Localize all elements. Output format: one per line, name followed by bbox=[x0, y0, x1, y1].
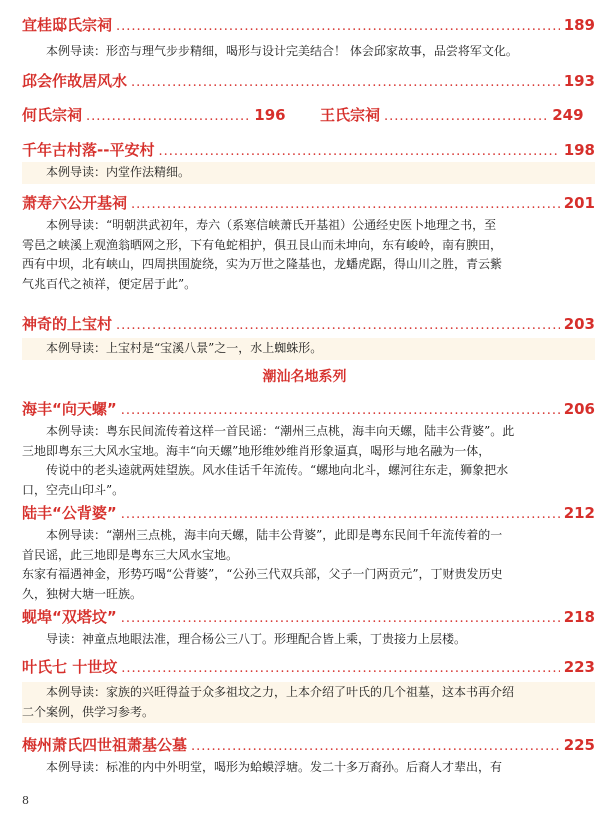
entry-title: 邱会作故居风水 bbox=[22, 72, 128, 90]
entry-title: 何氏宗祠 bbox=[22, 106, 83, 124]
entry-title: 海丰“向天螺” bbox=[22, 400, 117, 418]
toc-entry[interactable] bbox=[22, 104, 286, 125]
description-line: 传说中的老头逵就两娃望族。风水佳话千年流传。“螺地向北斗，螺河往东走，狮象把水 bbox=[46, 463, 509, 477]
description-line: 本例导读：标准的内中外明堂，喝形为蛤蟆浮塘。发二十多万裔孙。后裔人才辈出，有 bbox=[46, 760, 503, 774]
description-line: 久，独树大塘一旺族。 bbox=[22, 586, 143, 601]
entry-description bbox=[22, 216, 595, 294]
toc-entry[interactable] bbox=[22, 70, 595, 91]
description-line: 西有中坝，北有峡山，四周拱围旋绕，实为万世之隆基也，龙蟠虎踞，得山川之胜，青云紫 bbox=[22, 257, 503, 271]
entry-title: 千年古村落--平安村 bbox=[22, 141, 155, 159]
entry-page: 212 bbox=[563, 504, 595, 522]
section-title: 潮汕名地系列 bbox=[262, 369, 347, 385]
description-line: 本例导读：“潮州三点桃，海丰向天螺，陆丰公背婆”，此即是粤东民间千年流传着的一 bbox=[46, 528, 503, 542]
description-line: 二个案例，供学习参考。 bbox=[22, 704, 155, 719]
leader-dots bbox=[384, 109, 548, 124]
entry-title: 蚬埠“双塔坟” bbox=[22, 608, 117, 626]
entry-description bbox=[22, 526, 595, 604]
description-line: 本例导读：上宝村是“宝溪八景”之一，水上蜘蛛形。 bbox=[46, 341, 323, 355]
description-line: 本例导读：“明朝洪武初年，寿六（系寒信峡萧氏开基祖）公通经史医卜地理之书，至 bbox=[46, 218, 497, 232]
entry-page: 196 bbox=[254, 106, 286, 124]
entry-title: 萧寿六公开基祠 bbox=[22, 194, 128, 212]
leader-dots bbox=[121, 611, 560, 626]
leader-dots bbox=[121, 403, 560, 418]
entry-description bbox=[22, 422, 595, 500]
leader-dots bbox=[131, 197, 560, 212]
description-line: 导读：神童点地眼法准，理合杨公三八丁。形理配合皆上乘，丁贵接力上层楼。 bbox=[46, 632, 467, 646]
leader-dots bbox=[116, 318, 560, 333]
toc-entry[interactable] bbox=[22, 313, 595, 334]
entry-description bbox=[22, 630, 595, 650]
toc-entry[interactable] bbox=[22, 734, 595, 755]
entry-page: 249 bbox=[552, 106, 584, 124]
toc-entry[interactable] bbox=[22, 14, 595, 35]
entry-description bbox=[22, 162, 595, 184]
entry-description bbox=[22, 758, 595, 778]
entry-title: 神奇的上宝村 bbox=[22, 315, 113, 333]
description-line: 本例导读：形峦与理气步步精细，喝形与设计完美结合！ 体会邱家故事，品尝将军文化。 bbox=[46, 44, 518, 58]
toc-entry-pair bbox=[22, 104, 595, 125]
toc-entry[interactable] bbox=[22, 606, 595, 627]
entry-page: 193 bbox=[563, 72, 595, 90]
entry-description bbox=[22, 682, 595, 723]
entry-title: 陆丰“公背婆” bbox=[22, 504, 117, 522]
leader-dots bbox=[121, 661, 559, 676]
entry-page: 218 bbox=[563, 608, 595, 626]
entry-title: 王氏宗祠 bbox=[319, 106, 380, 124]
description-line: 三地即粤东三大风水宝地。海丰“向天螺”地形维妙维肖形象逼真，喝形与地名融为一体， bbox=[22, 443, 491, 458]
entry-title: 宜桂邸氏宗祠 bbox=[22, 16, 113, 34]
leader-dots bbox=[116, 19, 560, 34]
leader-dots bbox=[158, 144, 559, 159]
entry-page: 201 bbox=[563, 194, 595, 212]
leader-dots bbox=[131, 75, 560, 90]
toc-entry[interactable] bbox=[22, 139, 595, 160]
entry-description bbox=[22, 42, 595, 62]
entry-page: 225 bbox=[563, 736, 595, 754]
description-line: 本例导读：内堂作法精细。 bbox=[46, 165, 191, 179]
description-line: 首民谣，此三地即是粤东三大风水宝地。 bbox=[22, 547, 239, 562]
description-line: 雩邑之峡溪上观渔翁晒网之形，下有龟蛇相护，俱丑艮山而未坤向，东有峻岭，南有腴田， bbox=[22, 237, 503, 252]
entry-page: 203 bbox=[563, 315, 595, 333]
toc-entry[interactable] bbox=[22, 192, 595, 213]
description-line: 口，空壳山印斗”。 bbox=[22, 482, 125, 497]
entry-title: 叶氏七 十世坟 bbox=[22, 658, 118, 676]
page-number: 8 bbox=[22, 794, 29, 807]
description-line: 气兆百代之祯祥，便定居于此”。 bbox=[22, 276, 197, 291]
leader-dots bbox=[191, 739, 560, 754]
description-line: 本例导读：家族的兴旺得益于众多祖坟之力，上本介绍了叶氏的几个祖墓，这本书再介绍 bbox=[46, 685, 515, 699]
leader-dots bbox=[121, 507, 560, 522]
entry-title: 梅州萧氏四世祖萧基公墓 bbox=[22, 736, 188, 754]
toc-entry[interactable] bbox=[320, 104, 584, 125]
entry-page: 206 bbox=[563, 400, 595, 418]
description-line: 本例导读：粤东民间流传着这样一首民谣：“潮州三点桃，海丰向天螺，陆丰公背婆”。此 bbox=[46, 424, 515, 438]
description-line: 东家有福遇神金，形势巧喝“公背婆”，“公孙三代双兵部，父子一门两贡元”，丁财贵发历史 bbox=[22, 567, 503, 581]
entry-description bbox=[22, 338, 595, 360]
entry-page: 198 bbox=[563, 141, 595, 159]
entry-page: 189 bbox=[563, 16, 595, 34]
toc-entry[interactable] bbox=[22, 502, 595, 523]
leader-dots bbox=[86, 109, 250, 124]
toc-entry[interactable] bbox=[22, 656, 595, 677]
entry-page: 223 bbox=[563, 658, 595, 676]
toc-entry[interactable] bbox=[22, 398, 595, 419]
